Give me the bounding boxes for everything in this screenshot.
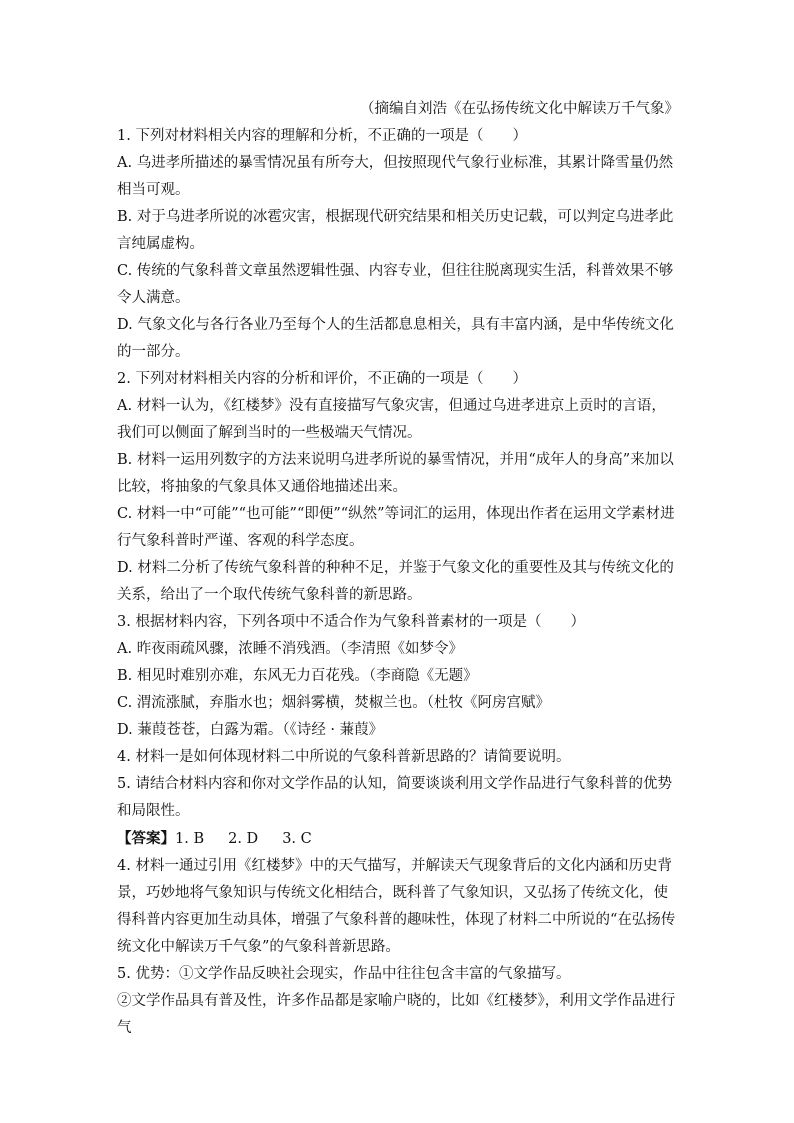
answer-label: 【答案】 (117, 830, 175, 847)
question-2-option-c: C. 材料一中“可能”“也可能”“即便”“纵然”等词汇的运用，体现出作者在运用文学素材进行气象科普时严谨、客观的科学态度。 (117, 506, 675, 549)
question-1-stem: 1. 下列对材料相关内容的理解和分析，不正确的一项是（ ） (117, 128, 527, 144)
question-1-option-a: A. 乌进孝所描述的暴雪情况虽有所夸大，但按照现代气象行业标准，其累计降雪量仍然相当可观。 (117, 155, 674, 198)
answer-1: 1. B (175, 831, 205, 847)
answer-5-line-1: 5. 优势：①文学作品反映社会现实，作品中往往包含丰富的气象描写。 (117, 966, 571, 982)
question-2-option-d: D. 材料二分析了传统气象科普的种种不足，并鉴于气象文化的重要性及其与传统文化的关系，给出了一个取代传统气象科普的新思路。 (117, 560, 674, 603)
question-5: 5. 请结合材料内容和你对文学作品的认知，简要谈谈利用文学作品进行气象科普的优势和局限性。 (117, 776, 672, 819)
question-3-stem: 3. 根据材料内容，下列各项中不适合作为气象科普素材的一项是（ ） (117, 614, 585, 630)
question-1-option-c: C. 传统的气象科普文章虽然逻辑性强、内容专业，但往往脱离现实生活，科普效果不够令人满意。 (117, 263, 674, 306)
answer-line-choices (117, 825, 679, 853)
document-body (117, 96, 679, 1042)
question-3-option-d: D. 蒹葭苍苍，白露为霜。（《诗经 · 蒹葭》 (117, 722, 384, 738)
source-citation: （摘编自刘浩《在弘扬传统文化中解读万千气象》 (360, 101, 679, 117)
question-3-option-a: A. 昨夜雨疏风骤，浓睡不消残酒。（李清照《如梦令》 (117, 641, 463, 657)
answer-2: 2. D (228, 831, 259, 847)
question-2-option-b: B. 材料一运用列数字的方法来说明乌进孝所说的暴雪情况，并用“成年人的身高”来加以比较，将抽象的气象具体又通俗地描述出来。 (117, 452, 674, 495)
question-2-stem: 2. 下列对材料相关内容的分析和评价，不正确的一项是（ ） (117, 371, 527, 387)
question-3-option-c: C. 渭流涨腻，弃脂水也；烟斜雾横，焚椒兰也。（杜牧《阿房宫赋》 (117, 695, 551, 711)
question-3-option-b: B. 相见时难别亦难，东风无力百花残。（李商隐《无题》 (117, 668, 478, 684)
answer-5-line-2: ②文学作品具有普及性，许多作品都是家喻户晓的，比如《红楼梦》，利用文学作品进行气 (117, 993, 676, 1036)
question-2-option-a: A. 材料一认为，《红楼梦》没有直接描写气象灾害，但通过乌进孝进京上贡时的言语，我们可以侧面了解到当时的一些极端天气情况。 (117, 398, 666, 441)
answer-3: 3. C (282, 831, 312, 847)
question-4: 4. 材料一是如何体现材料二中所说的气象科普新思路的？请简要说明。 (117, 749, 571, 765)
answer-4: 4. 材料一通过引用《红楼梦》中的天气描写，并解读天气现象背后的文化内涵和历史背景，巧妙地将气象知识与传统文化相结合，既科普了气象知识，又弘扬了传统文化，使得科普内容更加生动具体，增强了气象科普的趣味性，体现了材料二中所说的“在弘扬传统文化中解读万千气象”的气象科普新思路。 (117, 858, 676, 955)
question-1-option-b: B. 对于乌进孝所说的冰雹灾害，根据现代研究结果和相关历史记载，可以判定乌进孝此言纯属虚构。 (117, 209, 674, 252)
question-1-option-d: D. 气象文化与各行各业乃至每个人的生活都息息相关，具有丰富内涵，是中华传统文化的一部分。 (117, 317, 674, 360)
